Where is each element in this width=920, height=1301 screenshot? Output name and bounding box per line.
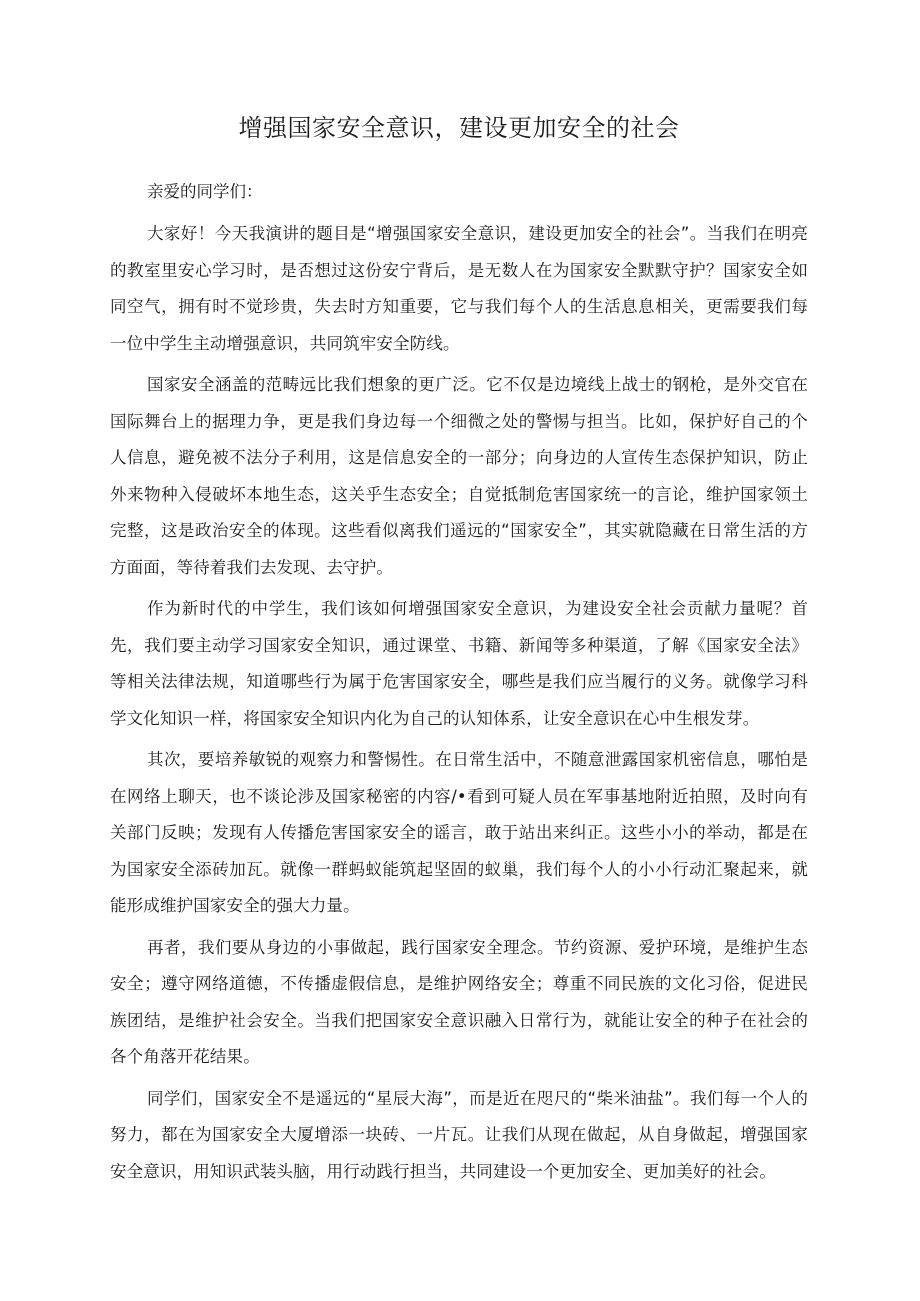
- paragraph-4: 其次，要培养敏锐的观察力和警惕性。在日常生活中，不随意泄露国家机密信息，哪怕是在网络上聊天，也不谈论涉及国家秘密的内容/•看到可疑人员在军事基地附近拍照，及时向有关部门反映；发现有人传播危害国家安全的谣言，敢于站出来纠正。这些小小的举动，都是在为国家安全添砖加瓦。就像一群蚂蚁能筑起坚固的蚁巢，我们每个人的小小行动汇聚起来，就能形成维护国家安全的强大力量。: [110, 750, 808, 915]
- paragraph-5: 再者，我们要从身边的小事做起，践行国家安全理念。节约资源、爱护环境，是维护生态安全；遵守网络道德，不传播虚假信息，是维护网络安全；尊重不同民族的文化习俗，促进民族团结，是维护社会安全。当我们把国家安全意识融入日常行为，就能让安全的种子在社会的各个角落开花结果。: [110, 937, 808, 1066]
- salutation: 亲爱的同学们：: [147, 182, 263, 201]
- paragraph-1: 大家好！今天我演讲的题目是“增强国家安全意识，建设更加安全的社会”。当我们在明亮的教室里安心学习时，是否想过这份安宁背后，是无数人在为国家安全默默守护？国家安全如同空气，拥有时不觉珍贵，失去时方知重要，它与我们每个人的生活息息相关，更需要我们每一位中学生主动增强意识，共同筑牢安全防线。: [110, 224, 808, 353]
- paragraph-3: 作为新时代的中学生，我们该如何增强国家安全意识，为建设安全社会贡献力量呢？首先，我们要主动学习国家安全知识，通过课堂、书籍、新闻等多种渠道，了解《国家安全法》等相关法律法规，知道哪些行为属于危害国家安全，哪些是我们应当履行的义务。就像学习科学文化知识一样，将国家安全知识内化为自己的认知体系，让安全意识在心中生根发芽。: [110, 599, 808, 728]
- paragraph-2: 国家安全涵盖的范畴远比我们想象的更广泛。它不仅是边境线上战士的钢枪，是外交官在国际舞台上的据理力争，更是我们身边每一个细微之处的警惕与担当。比如，保护好自己的个人信息，避免被不法分子利用，这是信息安全的一部分；向身边的人宣传生态保护知识，防止外来物种入侵破坏本地生态，这关乎生态安全；自觉抵制危害国家统一的言论，维护国家领土完整，这是政治安全的体现。这些看似离我们遥远的“国家安全”，其实就隐藏在日常生活的方方面面，等待着我们去发现、去守护。: [110, 375, 808, 577]
- document-title: 增强国家安全意识，建设更加安全的社会: [238, 114, 680, 142]
- paragraph-6: 同学们，国家安全不是遥远的“星辰大海”，而是近在咫尺的“柴米油盐”。我们每一个人的努力，都在为国家安全大厦增添一块砖、一片瓦。让我们从现在做起，从自身做起，增强国家安全意识，用知识武装头脑，用行动践行担当，共同建设一个更加安全、更加美好的社会。: [110, 1088, 808, 1181]
